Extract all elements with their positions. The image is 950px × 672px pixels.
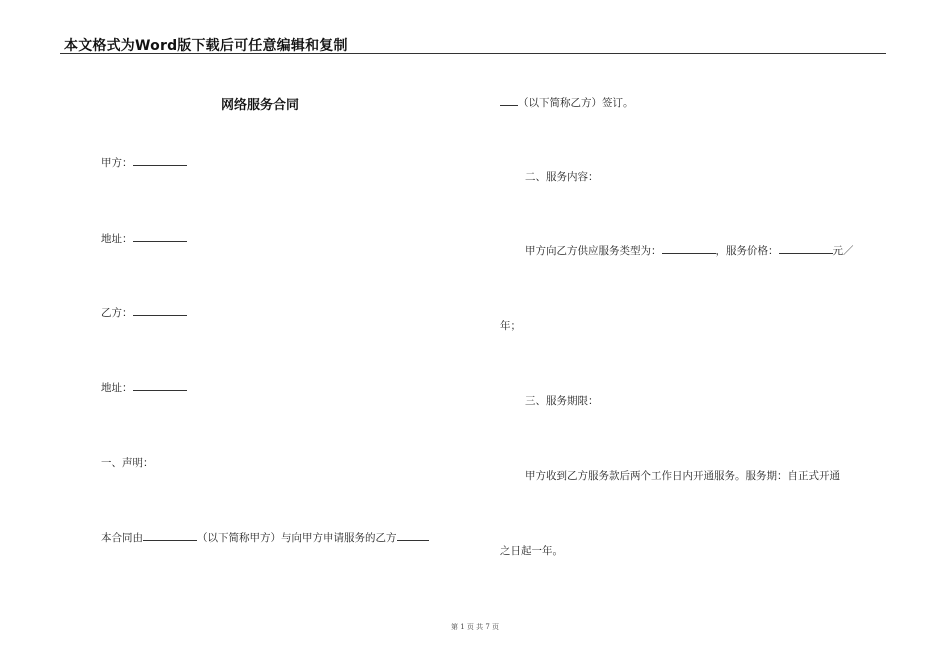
service-type-label: 甲方向乙方供应服务类型为： — [525, 245, 662, 257]
address-1-label: 地址： — [101, 233, 133, 245]
header-divider — [60, 53, 886, 54]
section-2-heading: 二、服务内容： — [525, 171, 599, 183]
address-2-line — [101, 380, 187, 395]
address-2-blank — [133, 380, 187, 391]
service-term-line-2: 之日起一年。 — [500, 545, 563, 557]
party-a-label: 甲方： — [101, 157, 133, 169]
party-b-name-blank-cont — [500, 95, 518, 106]
party-b-blank — [133, 305, 187, 316]
section-3-heading: 三、服务期限： — [525, 395, 599, 407]
service-term-line-1: 甲方收到乙方服务款后两个工作日内开通服务。服务期：自正式开通 — [525, 470, 840, 482]
section-1-heading: 一、声明： — [101, 457, 154, 469]
page-number-footer: 第 1 页 共 7 页 — [450, 623, 500, 631]
page-header-text: 本文格式为Word版下载后可任意编辑和复制 — [64, 38, 348, 54]
party-a-name-blank — [143, 530, 197, 541]
declaration-continued — [500, 95, 634, 110]
service-price-blank — [779, 243, 833, 254]
declaration-text-a: 本合同由 — [101, 532, 143, 544]
address-1-line — [101, 231, 187, 246]
party-b-line — [101, 305, 187, 320]
party-b-name-blank — [397, 530, 429, 541]
service-content-cont: 年； — [500, 320, 521, 332]
service-content-line — [525, 243, 854, 258]
service-type-blank — [662, 243, 716, 254]
address-2-label: 地址： — [101, 382, 133, 394]
party-a-line — [101, 155, 187, 170]
price-unit: 元／ — [832, 245, 854, 257]
declaration-cont-text: （以下简称乙方）签订。 — [518, 97, 634, 109]
party-a-blank — [133, 155, 187, 166]
service-price-label: ，服务价格： — [715, 245, 779, 257]
declaration-paragraph — [101, 530, 429, 545]
declaration-text-b: （以下简称甲方）与向甲方申请服务的乙方 — [197, 532, 397, 544]
party-b-label: 乙方： — [101, 307, 133, 319]
address-1-blank — [133, 231, 187, 242]
document-title: 网络服务合同 — [221, 98, 300, 113]
